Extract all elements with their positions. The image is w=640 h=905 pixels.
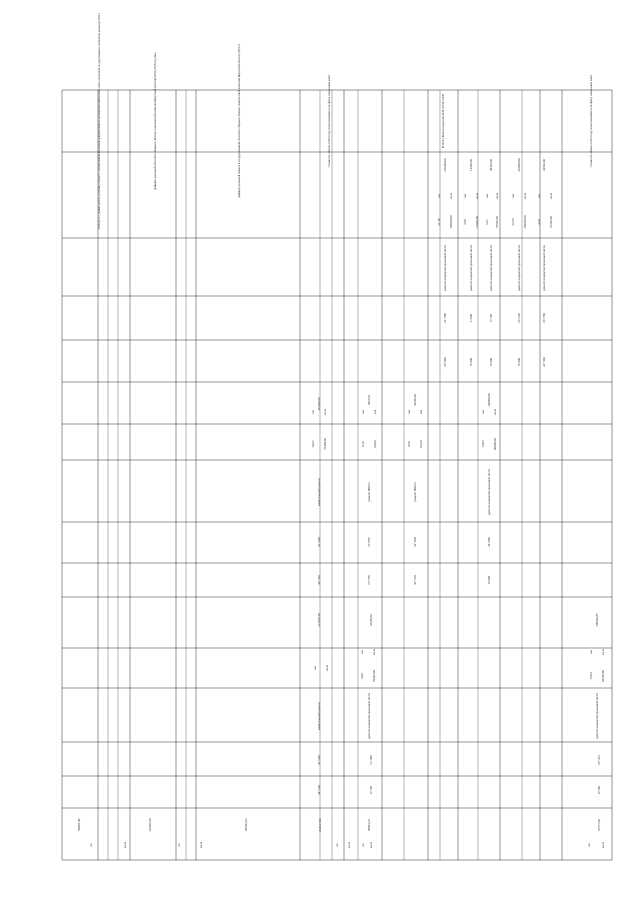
work-type: ремонт покрытия проезжей части <box>489 245 494 291</box>
work-type: ремонт покрытия проезжей части <box>367 693 372 739</box>
sum-value: 39575,0 <box>367 394 372 406</box>
comment-text: Стоимость объекта в 2021 году может измениться по факту завершения работ <box>590 74 594 168</box>
sum-value: 42550,00 <box>413 394 418 406</box>
quantity: 13,84 <box>589 672 594 680</box>
km-range: 25+221 <box>597 755 602 765</box>
quantity: 148600,00 <box>449 215 454 229</box>
work-type: ремонт покрытия проезжей части <box>443 245 448 291</box>
km-range: 0+150 <box>369 785 374 795</box>
work-type: капитальный ремонт <box>317 477 322 507</box>
unit-label: км <box>463 194 468 198</box>
quantity: 75408,00 <box>323 438 328 450</box>
work-type: ремонт покрытия проезжей части <box>517 245 522 291</box>
km-range: 0+000 <box>487 575 492 585</box>
quantity: 10,07 <box>311 440 316 448</box>
cell-value: 58991,25 <box>367 819 372 831</box>
unit-label: кв <box>361 843 366 847</box>
unit-label: км <box>537 194 542 198</box>
quantity: 0,10 <box>361 441 366 447</box>
cell-value: 78695,50 <box>77 818 82 832</box>
quantity: 4,84 <box>360 673 365 679</box>
sum-value: 44592,00 <box>542 159 547 171</box>
unit-label: км <box>407 410 412 414</box>
km-range: 20+000 <box>443 357 448 367</box>
km-range: 41+380 <box>443 313 448 323</box>
sum-value: 316500,00 <box>317 397 322 411</box>
km-range: 13+766 <box>367 575 372 585</box>
unit-label: км <box>361 410 366 414</box>
unit-label: кв.м <box>323 409 328 415</box>
unit-label: кв <box>587 843 592 847</box>
quantity: 37620,00 <box>495 216 500 228</box>
sum-value: 223808,00 <box>517 158 522 172</box>
unit-label: км <box>589 650 594 654</box>
quantity: 139500,00 <box>523 215 528 229</box>
quantity: 23,25 <box>511 218 516 226</box>
sum-value: 140000,00 <box>487 393 492 407</box>
unit-label: км <box>313 666 318 670</box>
quantity: 21,38 <box>437 218 442 226</box>
cell-value: 185403,22 <box>244 818 249 832</box>
unit-label: кв.м <box>601 649 606 655</box>
unit-label: кв.м <box>325 665 330 671</box>
unit-label: п.м <box>419 409 424 415</box>
km-range: 41+450 <box>317 537 322 547</box>
work-type: капитальный ремонт <box>317 701 322 731</box>
sum-value: 221910,38 <box>317 613 322 627</box>
unit-label: км <box>437 194 442 198</box>
unit-label: кв <box>335 843 340 847</box>
work-type: ремонт ПКСО <box>413 482 418 502</box>
quantity: 0,56 <box>407 441 412 447</box>
sum-value: 14280,00 <box>469 159 474 171</box>
unit-label: кв.м <box>493 409 498 415</box>
unit-label: км <box>311 410 316 414</box>
quantity: 82558,00 <box>601 670 606 682</box>
quantity: 2,00 <box>463 219 468 225</box>
unit-label: кв <box>89 843 94 847</box>
work-type: ремонт покрытия проезжей части <box>469 245 474 291</box>
quantity: 80000,00 <box>493 438 498 450</box>
comment-text: Дефицит дорожной объекта в государственной областного бюджета, Ремонт транспортной комиссии Иркутской области (2019 г.) <box>238 43 242 199</box>
quantity: 29440,00 <box>372 670 377 682</box>
unit-label: км <box>360 650 365 654</box>
unit-label: кв.м <box>523 193 528 199</box>
unit-label: кв.м <box>199 842 204 848</box>
quantity: 6,27 <box>485 219 490 225</box>
quantity: 13,03 <box>481 440 486 448</box>
km-range: 24+000 <box>487 537 492 547</box>
work-type: ремонт покрытия проезжей части <box>595 693 600 739</box>
unit-label: кв.м <box>123 842 128 848</box>
sum-value: 108290,87 <box>595 613 600 627</box>
unit-label: кв.м <box>495 193 500 199</box>
km-range: 0+000 <box>517 357 522 367</box>
quantity: 83,20 <box>419 440 424 448</box>
cell-value: 125966,38 <box>148 818 153 832</box>
km-range: 23+250 <box>517 313 522 323</box>
unit-label: кв.м <box>601 842 606 848</box>
km-range: 32+379 <box>413 575 418 585</box>
km-range: 11+490 <box>369 755 374 765</box>
unit-label: км <box>511 194 516 198</box>
unit-label: кв.м <box>475 193 480 199</box>
km-range: 41+450 <box>317 755 322 765</box>
km-range: 34+365 <box>317 575 322 585</box>
comment-text: В 2019 г. Ремонт покрытия 4618-25728-51528 <box>442 93 446 149</box>
km-range: 13+867 <box>367 537 372 547</box>
km-range: 32+939 <box>413 537 418 547</box>
km-range: 6+150 <box>489 313 494 323</box>
quantity: 27720,00 <box>549 216 554 228</box>
comment-text: Дефицит дорожной областного бюджета. Ремонт транспортной комиссии Иркутской области(2019г.) 2018 год убыл <box>154 52 158 190</box>
km-range: 2+000 <box>469 313 474 323</box>
unit-label: кв.м <box>372 649 377 655</box>
sum-value: 65296,02 <box>369 614 374 626</box>
sum-value: 235440,00 <box>443 158 448 172</box>
cell-value: 25777,58 <box>597 819 602 831</box>
unit-label: кв.м <box>369 842 374 848</box>
km-range: 0+000 <box>469 357 474 367</box>
work-type: ремонт ПКСО <box>367 482 372 502</box>
work-type: ремонт покрытия проезжей части <box>487 469 492 515</box>
unit-label: п.м <box>373 409 378 415</box>
unit-label: км <box>485 194 490 198</box>
unit-label: кв.м <box>549 193 554 199</box>
km-range: 0+000 <box>489 357 494 367</box>
comment-text: 2018-2021 г. Данная дорога участник уступает с разработанной проектной документации на проведение капитальных работ, проектной государственного экспертиза проектов 2019 г. <box>98 12 102 230</box>
unit-label: кв.м <box>347 842 352 848</box>
quantity: 80,00 <box>373 440 378 448</box>
unit-label: кв <box>177 843 182 847</box>
cell-value: 242147,09 <box>318 818 323 832</box>
quantity: 4,20 <box>537 219 542 225</box>
km-range: 26+700 <box>542 313 547 323</box>
work-type: ремонт покрытия проезжей части <box>542 245 547 291</box>
unit-label: кв.м <box>449 193 454 199</box>
km-range: 34+194 <box>317 785 322 795</box>
quantity: 12000,00 <box>475 216 480 228</box>
sum-value: 48192,00 <box>489 159 494 171</box>
km-range: 22+300 <box>542 357 547 367</box>
km-range: 9+580 <box>597 785 602 795</box>
comment-text: Стоимость объекта в 2021 году может измениться по факту завершения работ <box>328 74 332 168</box>
unit-label: км <box>481 410 486 414</box>
